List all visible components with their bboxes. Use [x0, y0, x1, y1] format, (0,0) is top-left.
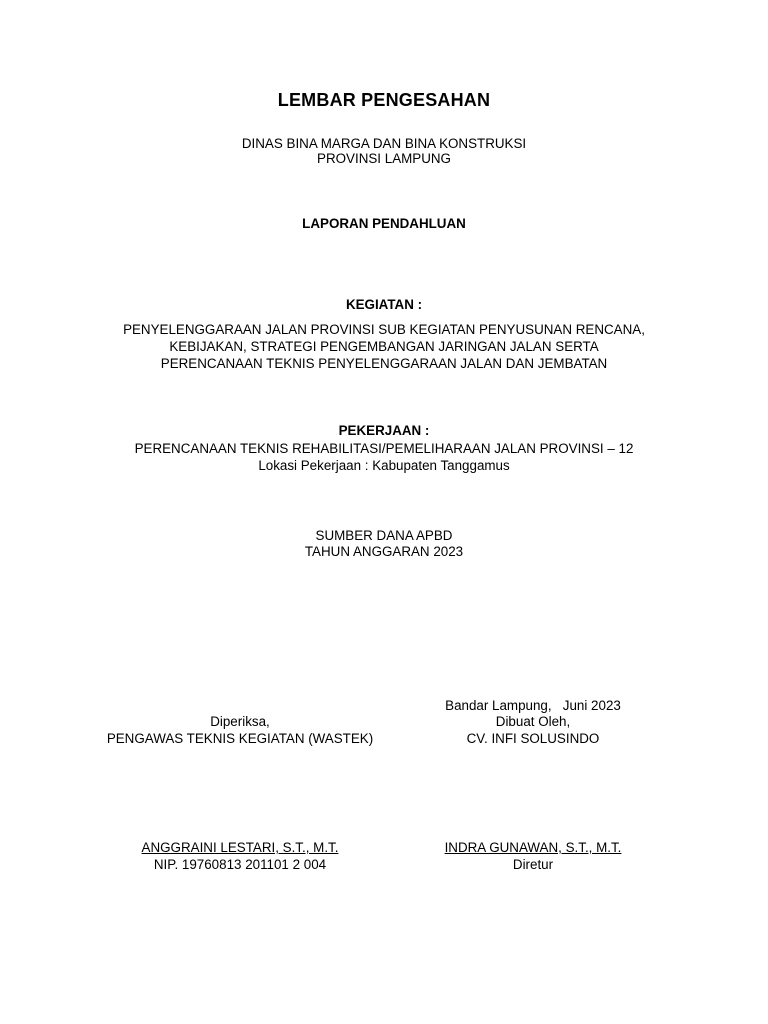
right-signer-role: Dibuat Oleh, [495, 714, 571, 729]
right-signer-name: INDRA GUNAWAN, S.T., M.T. [444, 840, 622, 855]
funding-year: TAHUN ANGGARAN 2023 [304, 544, 464, 559]
pekerjaan-line-1: PERENCANAAN TEKNIS REHABILITASI/PEMELIHARAAN JALAN PROVINSI – 12 [134, 441, 634, 456]
agency-province: PROVINSI LAMPUNG [317, 151, 451, 166]
right-place-date: Bandar Lampung, Juni 2023 [445, 698, 621, 713]
pekerjaan-location: Lokasi Pekerjaan : Kabupaten Tanggamus [258, 458, 510, 473]
right-signer-company: CV. INFI SOLUSINDO [466, 731, 600, 746]
right-signer-title: Diretur [512, 857, 554, 872]
funding-source: SUMBER DANA APBD [315, 528, 453, 543]
left-signer-nip: NIP. 19760813 201101 2 004 [153, 857, 327, 872]
left-signer-name: ANGGRAINI LESTARI, S.T., M.T. [141, 840, 339, 855]
left-signer-position: PENGAWAS TEKNIS KEGIATAN (WASTEK) [106, 731, 374, 746]
agency-name: DINAS BINA MARGA DAN BINA KONSTRUKSI [241, 136, 527, 151]
pekerjaan-label: PEKERJAAN : [338, 423, 430, 438]
kegiatan-label: KEGIATAN : [345, 297, 423, 312]
kegiatan-line-3: PERENCANAAN TEKNIS PENYELENGGARAAN JALAN DAN JEMBATAN [160, 356, 608, 371]
report-type: LAPORAN PENDAHLUAN [302, 216, 466, 231]
document-title: LEMBAR PENGESAHAN [277, 90, 491, 110]
kegiatan-line-1: PENYELENGGARAAN JALAN PROVINSI SUB KEGIATAN PENYUSUNAN RENCANA, [123, 322, 645, 337]
kegiatan-line-2: KEBIJAKAN, STRATEGI PENGEMBANGAN JARINGAN JALAN SERTA [169, 339, 599, 354]
left-signer-role: Diperiksa, [210, 714, 270, 729]
